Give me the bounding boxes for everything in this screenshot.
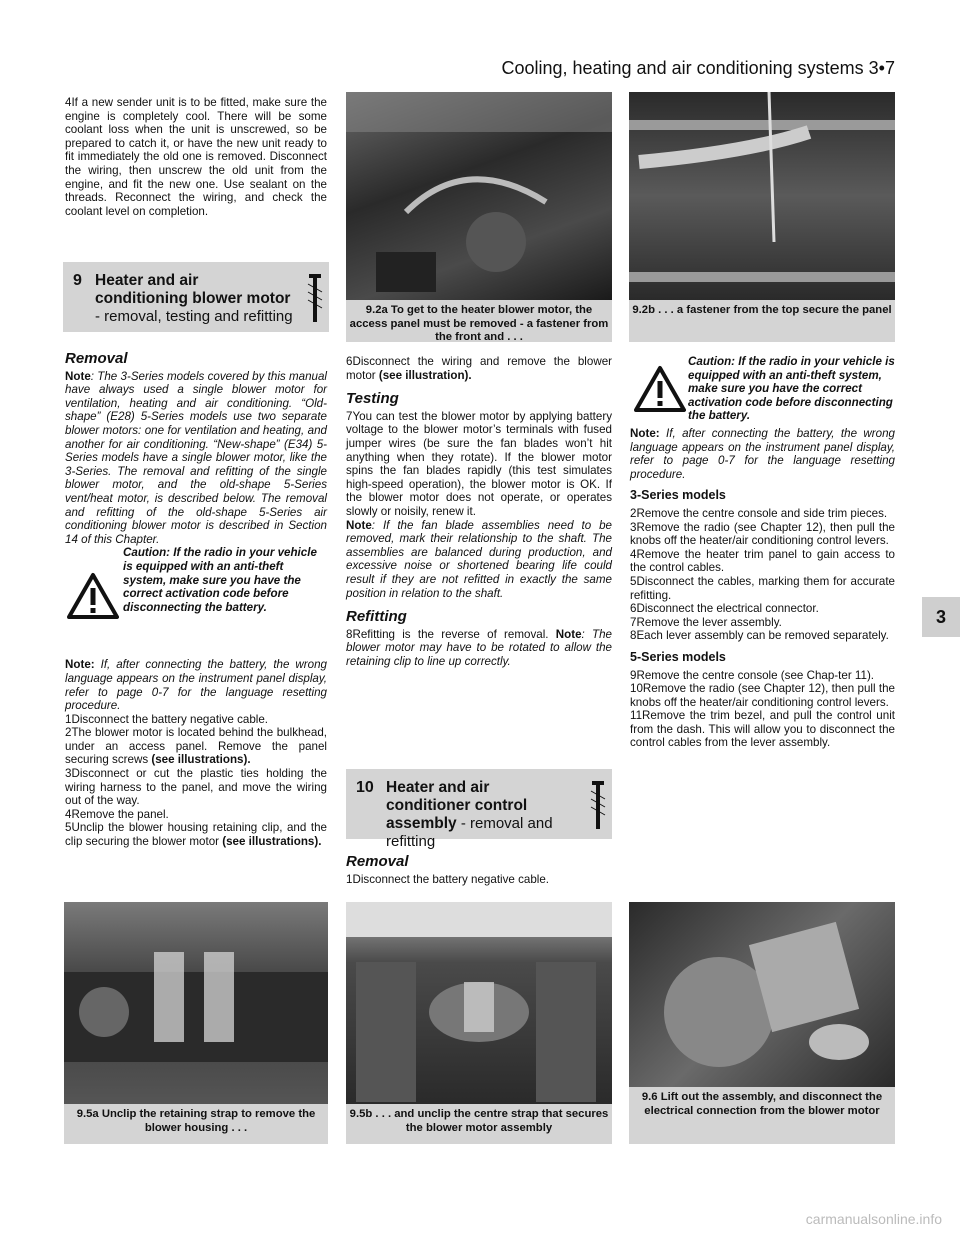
heading-3-series: 3-Series models [630,488,726,503]
step-6-text: 6Disconnect the wiring and remove the blower motor [346,355,612,382]
running-header: Cooling, heating and air conditioning systems 3•7 [501,58,895,78]
step-3s-2: 2Remove the centre console and side trim pieces. [630,506,888,520]
step-2-text: 2The blower motor is located behind the bulkhead, under an access panel. Remove the panel securing screws [65,726,327,767]
step-5s-10: 10Remove the radio (see Chapter 12), then pull the knobs off the heater/air conditioning control levers. [630,682,895,709]
note2-label: Note: [65,658,95,672]
caution-block [65,546,327,658]
step-8 [346,628,612,669]
note-fan [346,519,612,601]
note-language-label: Note: [630,427,660,440]
section-title-rest: - removal, testing and refitting [95,308,293,325]
section-10-header [346,769,612,850]
difficulty-wrench-icon [305,272,325,324]
note-fan-text: : If the fan blade assemblies need to be removed, mark their relationship to the shaft. The assemblies are balanced during production, and excessive noise or shortened bearing life could result if they are not refitted in exactly the same position in relation to the shaft. [346,518,612,600]
caption-9-5a: 9.5a Unclip the retaining strap to remove the blower housing . . . [64,1104,328,1144]
warning-triangle-icon [67,572,119,620]
caution-text: Caution: If the radio in your vehicle is equipped with an anti-theft system, make sure you have the correct activation code before disconnecting the battery. [123,546,317,614]
heading-5-series: 5-Series models [630,649,726,664]
column-1 [65,96,327,218]
photo-9-5a-image [64,902,328,1104]
section-10-title-bold: Heater and air conditioner control assembly [386,779,528,832]
step-5s-9: 9Remove the centre console (see Chap-ter 11). [630,668,875,682]
column-2-bottom [346,845,612,886]
caption-9-6: 9.6 Lift out the assembly, and disconnect the electrical connection from the blower motor [629,1087,895,1144]
note-text: : The 3-Series models covered by this manual have always used a single blower motor for ventilation, heating and air conditioning. “Old-shape” (E28) 5-Series models use two separate blower motors: one for ventilation and heating, and another for air conditioning. “New-shape” (E34) 5-Series models have a single blower motor, like the 3-Series. The removal and refitting of the single blower motor, and the old-shape 5-Series vent/heat motor, is described below. The removal and refitting of the old-shape 5-Series air conditioning blower motor is described in Section 14 of this Chapter. [65,369,327,546]
section-title-bold: Heater and air conditioning blower motor [95,272,291,307]
section-title [95,272,295,326]
column-3 [630,355,895,750]
step-2 [65,726,327,767]
photo-9-2a-image [346,92,612,300]
step-8-text: 8Refitting is the reverse of removal. [346,627,556,641]
chapter-tab: 3 [922,597,960,637]
section-10-title-rest: - removal and refitting [386,815,553,850]
step-1: 1Disconnect the battery negative cable. [65,712,269,726]
photo-9-5b [346,902,612,1104]
step-5-ref: (see illustrations). [222,835,322,849]
caption-9-2a: 9.2a To get to the heater blower motor, the access panel must be removed - a fastener from the front and . . . [346,300,612,342]
step-7: 7You can test the blower motor by applying battery voltage to the blower motor’s terminals with fused jumper wires (be sure the fan blades won’t hit anything when they rotate). If the blower motor spins the fan blades rapidly (this test simulates high-speed operation), the blower motor is OK. If the blower motor does not operate, or operates slowly or noisily, renew it. [346,409,612,518]
section-9-header [63,262,329,332]
photo-9-6 [629,902,895,1087]
note2-text: If, after connecting the battery, the wrong language appears on the instrument panel display, refer to page 0-7 for the language resetting procedure. [65,658,327,713]
step-3s-8: 8Each lever assembly can be removed separately. [630,629,889,643]
testing-heading: Testing [346,390,399,408]
photo-9-2b [629,92,895,300]
section-10-title [386,779,576,851]
photo-9-2a [346,92,612,300]
caption-9-5b: 9.5b . . . and unclip the centre strap that secures the blower motor assembly [346,1104,612,1144]
note-fan-label: Note [346,518,372,532]
note-paragraph [65,370,327,547]
site-watermark: carmanualsonline.info [805,1211,942,1227]
step-5-text: 5Unclip the blower housing retaining clip, and the clip securing the blower motor [65,821,327,849]
warning-triangle-icon-3 [634,365,686,413]
note-language-3 [630,427,895,481]
removal-heading-10: Removal [346,853,409,870]
caution-block-3 [630,355,895,427]
step-2-ref: (see illustrations). [151,753,251,767]
step-3s-4: 4Remove the heater trim panel to gain access to the control cables. [630,547,895,575]
difficulty-wrench-icon-10 [588,779,608,831]
caption-9-2b: 9.2b . . . a fastener from the top secure the panel [629,300,895,342]
caution-text-3: Caution: If the radio in your vehicle is equipped with an anti-theft system, make sure you have the correct activation code before disconnecting the battery. [688,355,895,423]
column-2 [346,355,612,668]
step-6 [346,355,612,382]
step-3s-7: 7Remove the lever assembly. [630,615,782,629]
section-number: 9 [73,272,82,289]
photo-9-2b-image [629,92,895,300]
removal-heading: Removal [65,350,128,367]
step-5s-11: 11Remove the trim bezel, and pull the control unit from the dash. This will allow you to disconnect the control cables from the lever assembly. [630,709,895,750]
step-3: 3Disconnect or cut the plastic ties holding the wiring harness to the panel, and move the wiring out of the way. [65,767,327,808]
step-4: 4Remove the panel. [65,807,169,821]
note2-paragraph [65,658,327,712]
step-8-note-text: : The blower motor may have to be rotated to allow the retaining clip to line up correctly. [346,627,612,668]
section-number-10: 10 [356,779,374,796]
note-label: Note [65,369,91,383]
photo-9-5b-image [346,902,612,1104]
step-3s-3: 3Remove the radio (see Chapter 12), then pull the knobs off the heater/air conditioning control levers. [630,520,895,548]
step-6-ref: (see illustration). [378,368,472,382]
step-3s-6: 6Disconnect the electrical connector. [630,602,819,616]
step-8-note-label: Note [555,627,582,641]
photo-9-6-image [629,902,895,1087]
step-10-1: 1Disconnect the battery negative cable. [346,872,550,886]
refitting-heading: Refitting [346,608,407,626]
paragraph-4: 4If a new sender unit is to be fitted, make sure the engine is completely cool. There will be some coolant loss when the unit is unscrewed, so be prepared to catch it, or have the new unit ready to fit immediately the old one is removed. Disconnect the wiring, then unscrew the old unit from the engine, and fit the new one. Use sealant on the threads. Reconnect the wiring, and check the coolant level on completion. [65,96,327,218]
photo-9-5a [64,902,328,1104]
column-1-body [65,342,327,849]
note-language-text: If, after connecting the battery, the wrong language appears on the instrument panel display, refer to page 0-7 for the language resetting procedure. [630,427,895,481]
step-3s-5: 5Disconnect the cables, marking them for accurate refitting. [630,574,895,602]
step-5 [65,821,327,848]
